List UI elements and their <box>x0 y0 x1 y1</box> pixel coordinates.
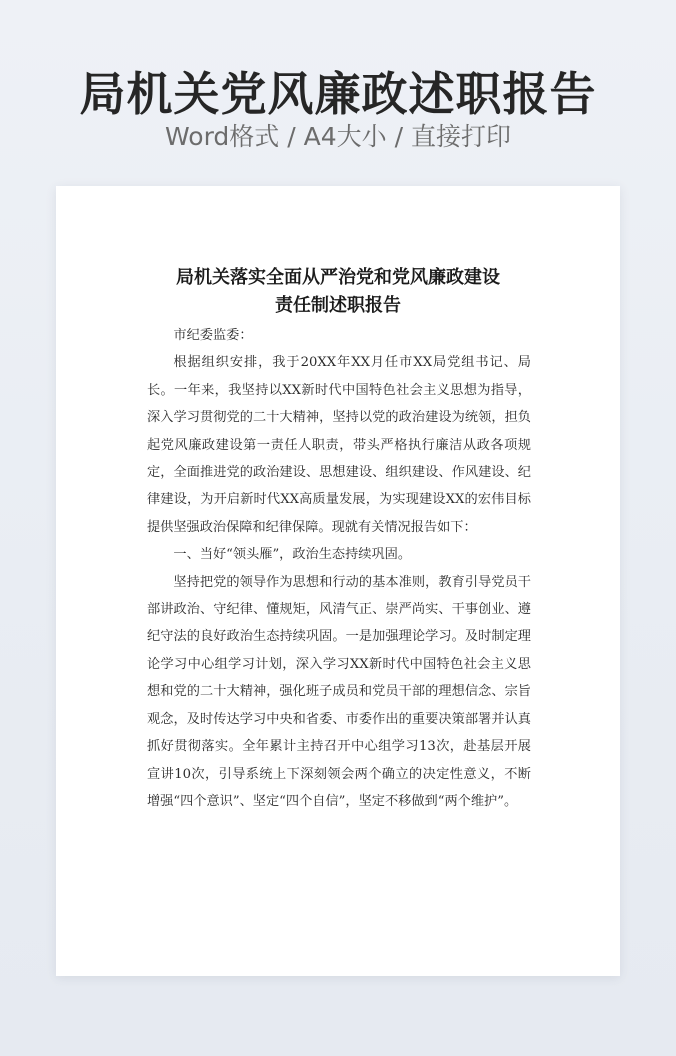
document-page <box>56 186 620 976</box>
body-paragraph-section-1: 坚持把党的领导作为思想和行动的基本准则，教育引导党员干部讲政治、守纪律、懂规矩，风清气正、崇严尚实、干事创业、遵纪守法的良好政治生态持续巩固。一是加强理论学习。及时制定理论学习中心组学习计划，深入学习XX新时代中国特色社会主义思想和党的二十大精神，强化班子成员和党员干部的理想信念、宗旨观念，及时传达学习中央和省委、市委作出的重要决策部署并认真抓好贯彻落实。全年累计主持召开中心组学习13次，赴基层开展宣讲10次，引导系统上下深刻领会两个确立的决定性意义，不断增强“四个意识”、坚定“四个自信”，坚定不移做到“两个维护”。 <box>147 574 531 809</box>
body-paragraph-intro: 根据组织安排，我于20XX年XX月任市XX局党组书记、局长。一年来，我坚持以XX新时代中国特色社会主义思想为指导，深入学习贯彻党的二十大精神，坚持以党的政治建设为统领，担负起党风廉政建设第一责任人职责，带头严格执行廉洁从政各项规定，全面推进党的政治建设、思想建设、组织建设、作风建设、纪律建设，为开启新时代XX高质量发展，为实现建设XX的宏伟目标提供坚强政治保障和纪律保障。现就有关情况报告如下： <box>147 355 531 535</box>
section-heading-1: 一、当好“领头雁”，政治生态持续巩固。 <box>173 547 412 563</box>
document-title-line-2: 责任制述职报告 <box>275 295 401 316</box>
salutation: 市纪委监委： <box>173 328 253 343</box>
banner-subtitle: Word格式 / A4大小 / 直接打印 <box>165 122 511 151</box>
document-body <box>147 322 531 815</box>
document-title <box>56 264 620 320</box>
banner-title: 局机关党风廉政述职报告 <box>79 67 597 121</box>
document-title-line-1: 局机关落实全面从严治党和党风廉政建设 <box>176 267 500 288</box>
